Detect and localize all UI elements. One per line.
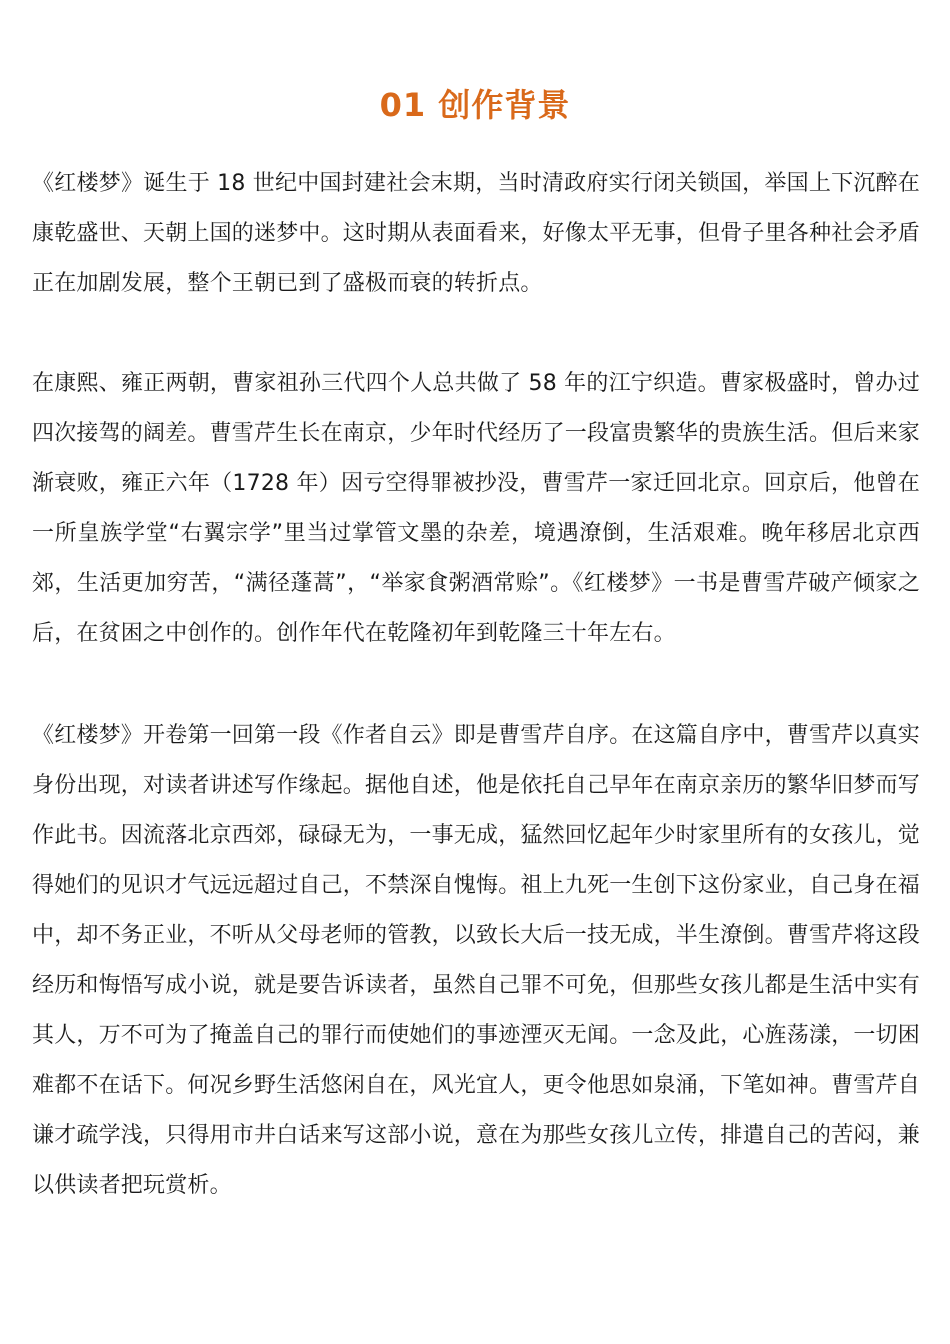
paragraph-author-preface: 《红楼梦》开卷第一回第一段《作者自云》即是曹雪芹自序。在这篇自序中，曹雪芹以真实身份出现，对读者讲述写作缘起。据他自述，他是依托自己早年在南京亲历的繁华旧梦而写作此书。因流落北京西郊，碌碌无为，一事无成，猛然回忆起年少时家里所有的女孩儿，觉得她们的见识才气远远超过自己，不禁深自愧悔。祖上九死一生创下这份家业，自己身在福中，却不务正业，不听从父母老师的管教，以致长大后一技无成，半生潦倒。曹雪芹将这段经历和悔悟写成小说，就是要告诉读者，虽然自己罪不可免，但那些女孩儿都是生活中实有其人，万不可为了掩盖自己的罪行而使她们的事迹湮灭无闻。一念及此，心旌荡漾，一切困难都不在话下。何况乡野生活悠闲自在，风光宜人，更令他思如泉涌，下笔如神。曹雪芹自谦才疏学浅，只得用市井白话来写这部小说，意在为那些女孩儿立传，排遣自己的苦闷，兼以供读者把玩赏析。 bbox=[32, 723, 921, 1198]
paragraph-historical-context: 《红楼梦》诞生于 18 世纪中国封建社会末期，当时清政府实行闭关锁国，举国上下沉醉在康乾盛世、天朝上国的迷梦中。这时期从表面看来，好像太平无事，但骨子里各种社会矛盾正在加剧发展，整个王朝已到了盛极而衰的转折点。 bbox=[32, 171, 921, 296]
section-title: 01 创作背景 bbox=[379, 86, 571, 125]
paragraph-author-family: 在康熙、雍正两朝，曹家祖孙三代四个人总共做了 58 年的江宁织造。曹家极盛时，曾办过四次接驾的阔差。曹雪芹生长在南京，少年时代经历了一段富贵繁华的贵族生活。但后来家渐衰败，雍正六年（1728 年）因亏空得罪被抄没，曹雪芹一家迁回北京。回京后，他曾在一所皇族学堂“右翼宗学”里当过掌管文墨的杂差，境遇潦倒，生活艰难。晚年移居北京西郊，生活更加穷苦，“满径蓬蒿”，“举家食粥酒常赊”。《红楼梦》一书是曹雪芹破产倾家之后，在贫困之中创作的。创作年代在乾隆初年到乾隆三十年左右。 bbox=[32, 371, 921, 646]
